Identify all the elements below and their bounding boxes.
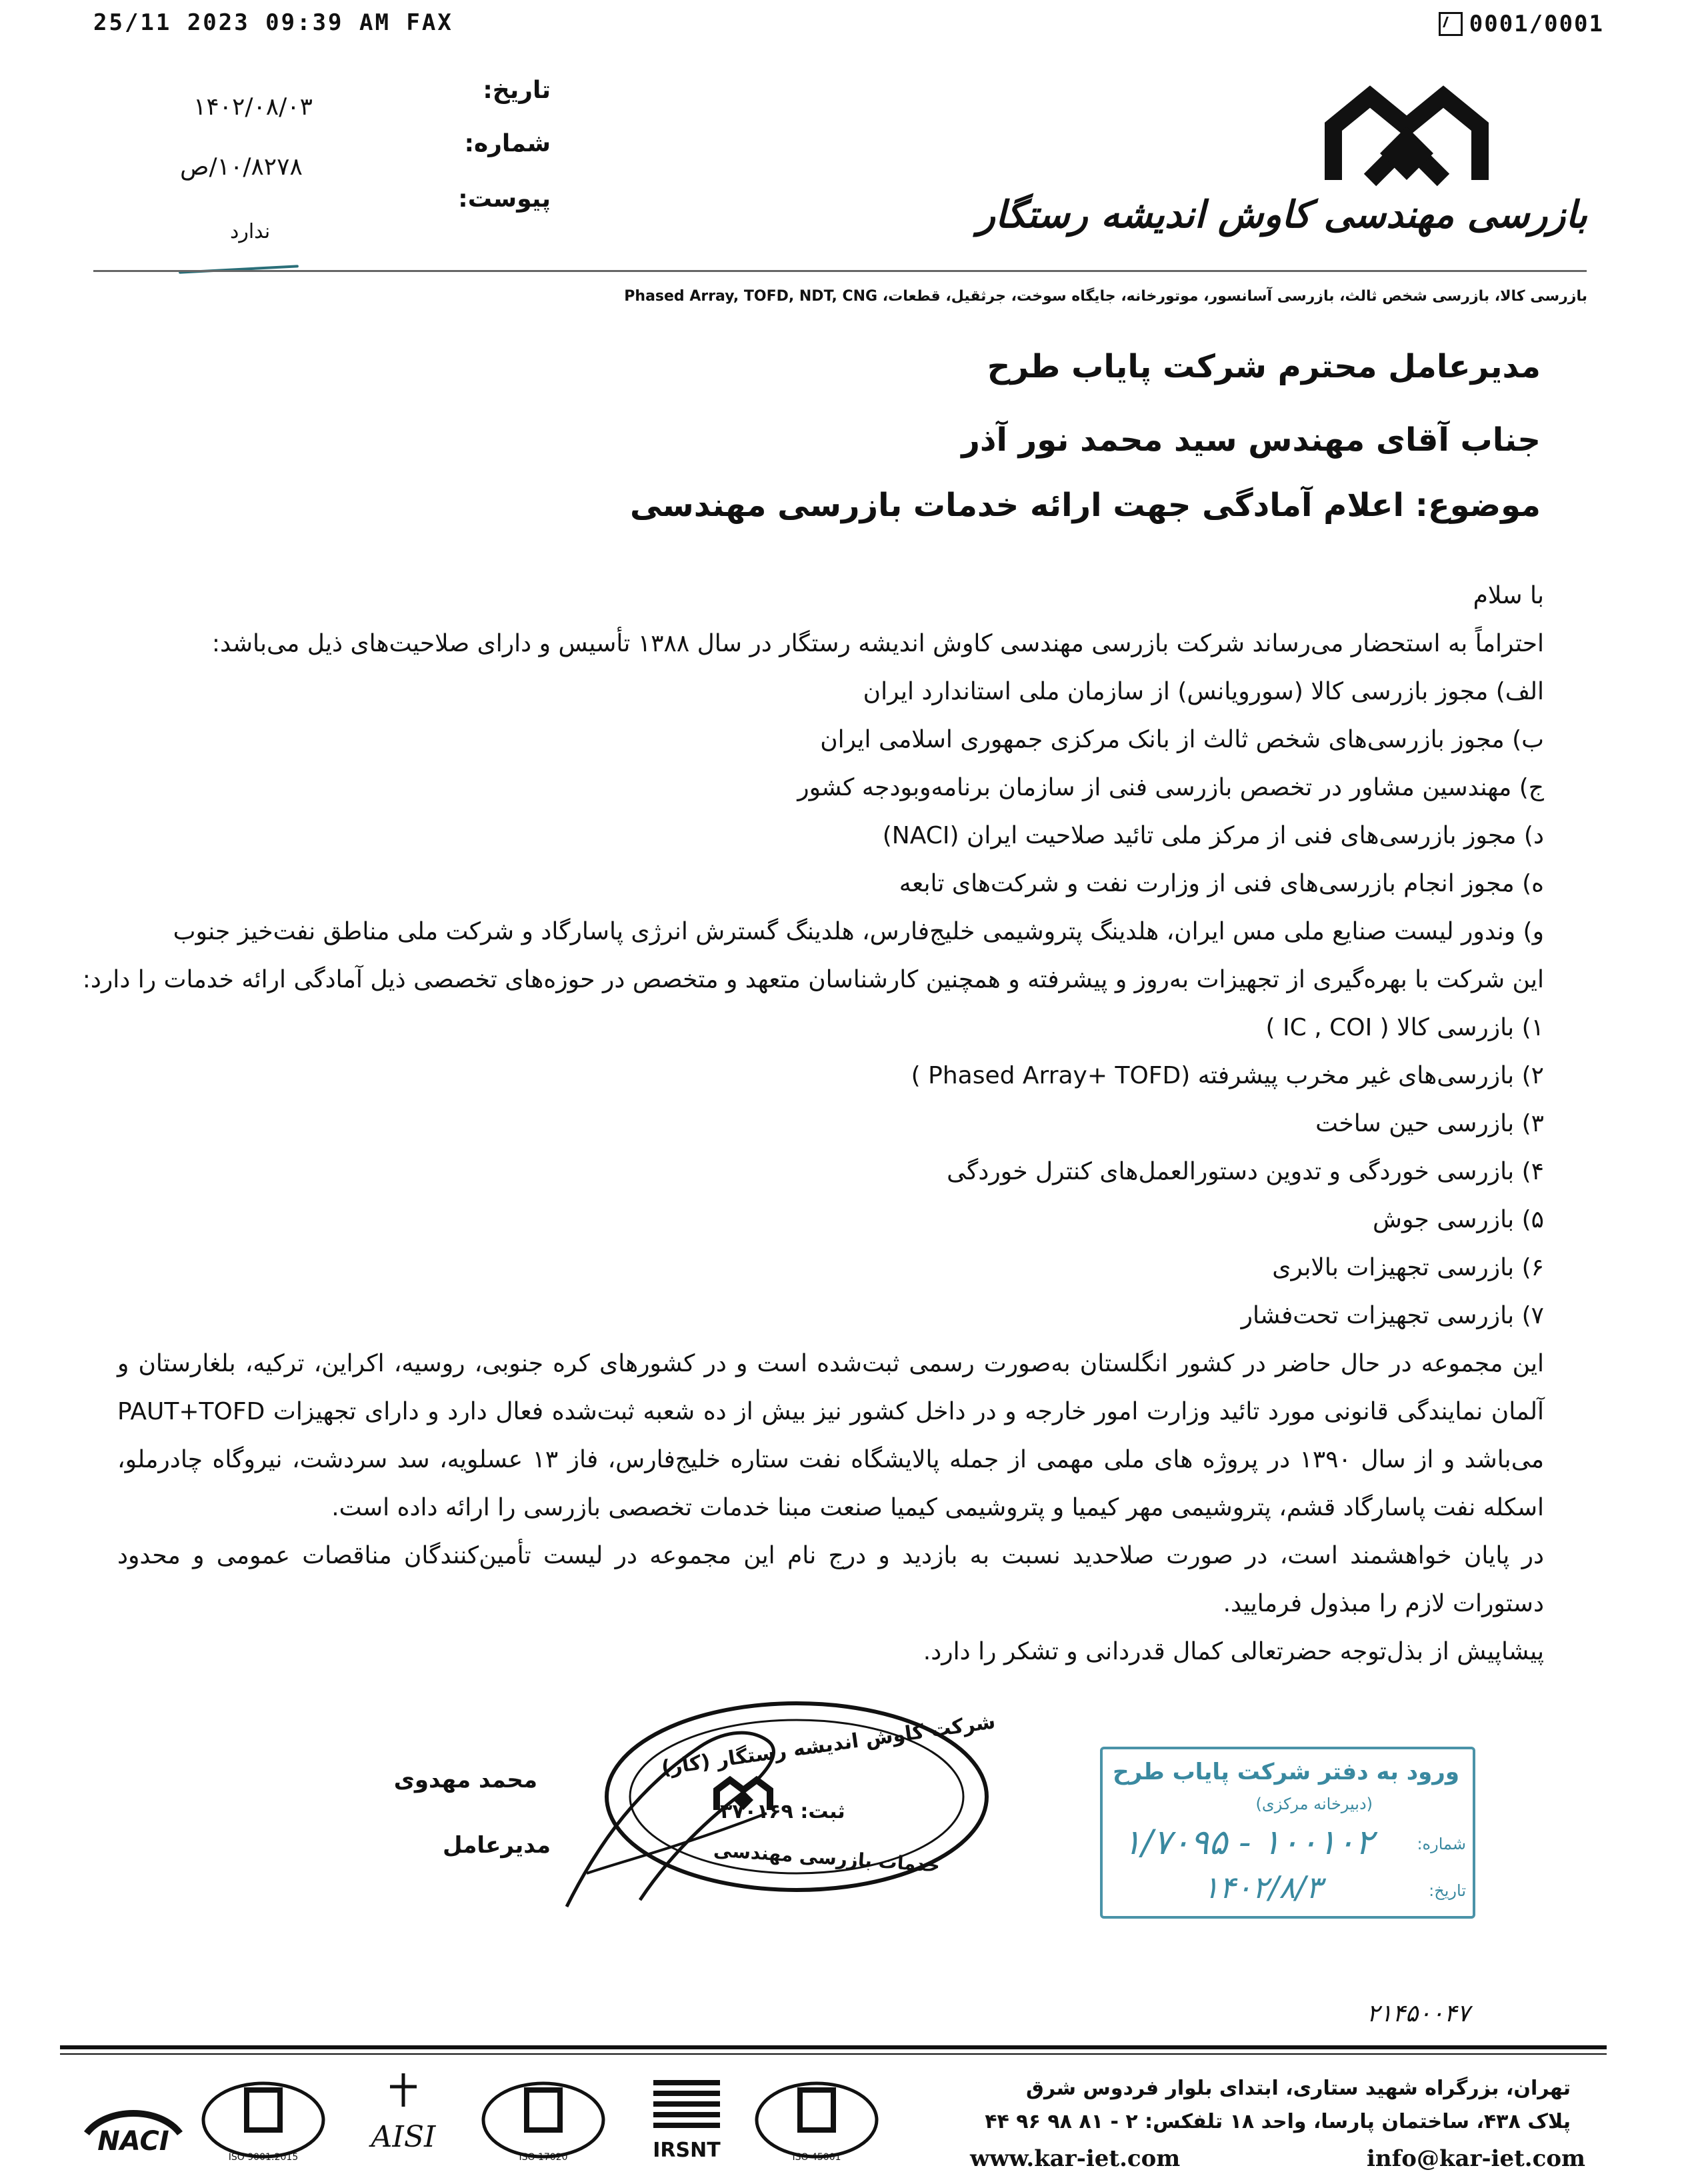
service-item: ۵) بازرسی جوش (1373, 1206, 1544, 1233)
company-services-line: بازرسی کالا، بازرسی شخص ثالث، بازرسی آسانسور، موتورخانه، جایگاه سوخت، جرثقیل، قطعات، Phased Array, TOFD, NDT, CNG (624, 288, 1587, 305)
handwritten-note: ۲۱۴۵۰۰۴۷ (1367, 2000, 1470, 2027)
iso-17020-logo-icon (480, 2067, 607, 2173)
number-label: شماره: (464, 130, 551, 157)
footer-email[interactable]: info@kar-iet.com (1367, 2145, 1585, 2172)
service-item: ۱) بازرسی کالا ( IC , COI ) (1265, 1014, 1544, 1041)
naci-logo-icon (80, 2067, 187, 2173)
iso-45001-logo-icon (753, 2067, 880, 2173)
footer-divider (60, 2045, 1607, 2049)
addressee-title: مدیرعامل محترم شرکت پایاب طرح (987, 348, 1541, 385)
stamp-title: ورود به دفتر شرکت پایاب طرح (1113, 1759, 1459, 1785)
receipt-stamp (1100, 1747, 1475, 1919)
aisi-logo-icon (353, 2067, 453, 2173)
stamp-number-value: ۱۰۰۱۰۲ - ۱/۷۰۹۵ (1123, 1823, 1374, 1863)
footer-website[interactable]: www.kar-iet.com (970, 2145, 1181, 2172)
footer-divider-thin (60, 2053, 1607, 2055)
attachment-value: ندارد (230, 220, 271, 243)
qualification-item: ج) مهندسین مشاور در تخصص بازرسی فنی از سازمان برنامه‌وبودجه کشور (797, 774, 1544, 801)
closing-line: پیشاپیش از بذل‌توجه حضرتعالی کمال قدردانی و تشکر را دارد. (923, 1638, 1544, 1665)
signatory-title: مدیرعامل (443, 1832, 551, 1859)
attachment-label: پیوست: (458, 185, 551, 213)
handwritten-underline (179, 265, 299, 273)
date-label: تاریخ: (483, 77, 551, 104)
seal-services-text: خدمات بازرسی مهندسی (713, 1839, 941, 1877)
qualification-item: ه) مجوز انجام بازرسی‌های فنی از وزارت نفت و شرکت‌های تابعه (899, 870, 1544, 897)
service-item: ۶) بازرسی تجهیزات بالابری (1272, 1254, 1544, 1281)
qualification-item: و) وندور لیست صنایع ملی مس ایران، هلدینگ پتروشیمی خلیج‌فارس، هلدینگ گسترش انرژی پاسارگاد و شرکت ملی مناطق نفت‌خیز جنوب (173, 918, 1544, 945)
qualification-item: ب) مجوز بازرسی‌های شخص ثالث از بانک مرکزی جمهوری اسلامی ایران (820, 726, 1544, 753)
service-item: ۷) بازرسی تجهیزات تحت‌فشار (1241, 1302, 1544, 1329)
qualification-item: د) مجوز بازرسی‌های فنی از مرکز ملی تائید صلاحیت ایران (NACI) (882, 822, 1544, 849)
services-intro: این شرکت با بهره‌گیری از تجهیزات به‌روز و پیشرفته و همچنین کارشناسان متعهد و متخصص در حوزه‌های تخصصی ذیل آمادگی ارائه خدمات را دارد: (82, 966, 1544, 993)
signatory-name: محمد مهدوی (393, 1767, 537, 1793)
company-profile-paragraph: این مجموعه در حال حاضر در کشور انگلستان به‌صورت رسمی ثبت‌شده است و در کشورهای کره جنوبی، روسیه، اکراین، ترکیه، بلغارستان و آلمان نمایندگی قانونی مورد تائید وزارت امور خارجه و در داخل کشور نیز بیش از ده شعبه ثبت‌شده فعال دارد و دارای تجهیزات PAUT+TOFD می‌باشد و از سال ۱۳۹۰ در پروژه های ملی مهمی از جمله پالایشگاه نفت ستاره خلیج‌فارس، فاز ۱۳ عسلویه، سد سردشت، نیروگاه چادرملو، اسکله نفت پاسارگاد قشم، پتروشیمی مهر کیمیا و پتروشیمی کیمیا صنعت مبنا خدمات تخصصی بازرسی را ارائه داده است. (117, 1350, 1544, 1521)
qualification-item: الف) مجوز بازرسی کالا (سورویانس) از سازمان ملی استاندارد ایران (863, 678, 1544, 705)
irsnt-logo-text: IRSNT (653, 2139, 721, 2162)
seal-registration-number: ثبت: ۳۷۰۱۶۹ (720, 1800, 845, 1823)
iso-45001-logo-text: ISO 45001 (792, 2152, 841, 2163)
letter-body (82, 572, 1544, 1676)
stamp-date-label: تاریخ: (1429, 1881, 1466, 1900)
company-logo-icon (1307, 80, 1507, 207)
iso-9001-logo-icon (200, 2067, 327, 2173)
greeting: با سلام (1473, 582, 1544, 609)
letter-subject: موضوع: اعلام آمادگی جهت ارائه خدمات بازرسی مهندسی (629, 487, 1541, 524)
fax-page-counter (1439, 11, 1604, 37)
service-item: ۳) بازرسی حین ساخت (1315, 1110, 1544, 1137)
fax-page-number: 0001/0001 (1469, 11, 1604, 37)
service-item: ۲) بازرسی‌های غیر مخرب پیشرفته (Phased Array+ TOFD ) (911, 1062, 1544, 1089)
footer-phone: پلاک ۴۳۸، ساختمان پارسا، واحد ۱۸ تلفکس: ۲ - ۸۱ ۹۸ ۹۶ ۴۴ (985, 2110, 1571, 2133)
intro-paragraph: احتراماً به استحضار می‌رساند شرکت بازرسی مهندسی کاوش اندیشه رستگار در سال ۱۳۸۸ تأسیس و دارای صلاحیت‌های ذیل می‌باشد: (211, 630, 1544, 657)
iso-9001-logo-text: ISO 9001:2015 (228, 2152, 299, 2163)
irsnt-logo-icon (640, 2067, 733, 2173)
company-name: بازرسی مهندسی کاوش اندیشه رستگار (977, 193, 1587, 237)
stamp-subtitle: (دبیرخانه مرکزی) (1255, 1795, 1373, 1813)
fax-header-timestamp: 25/11 2023 09:39 AM FAX (93, 9, 453, 36)
header-divider (93, 270, 1587, 272)
request-paragraph: در پایان خواهشمند است، در صورت صلاحدید نسبت به بازدید و درج نام این مجموعه در لیست تأمین‌کنندگان مناقصات عمومی و محدود دستورات لازم را مبذول فرمایید. (117, 1542, 1544, 1617)
aisi-logo-text: AISI (371, 2120, 436, 2154)
naci-logo-text: NACI (97, 2126, 169, 2157)
seal-company-name: شرکت کاوش اندیشه رستگار (کار) (660, 1710, 997, 1780)
service-item: ۴) بازرسی خوردگی و تدوین دستورالعمل‌های کنترل خوردگی (947, 1158, 1544, 1185)
stamp-date-value: ۱۴۰۲/۸/۳ (1203, 1869, 1323, 1905)
iso-17020-logo-text: ISO 17020 (519, 2152, 568, 2163)
footer-address: تهران، بزرگراه شهید ستاری، ابتدای بلوار فردوس شرق (1026, 2077, 1571, 2100)
addressee-name: جناب آقای مهندس سید محمد نور آذر (961, 421, 1541, 459)
letter-number-value: ۱۰/۸۲۷۸/ص (180, 153, 303, 181)
date-value: ۱۴۰۲/۰۸/۰۳ (193, 93, 313, 121)
stamp-number-label: شماره: (1417, 1835, 1466, 1853)
fax-page-icon (1439, 12, 1463, 36)
